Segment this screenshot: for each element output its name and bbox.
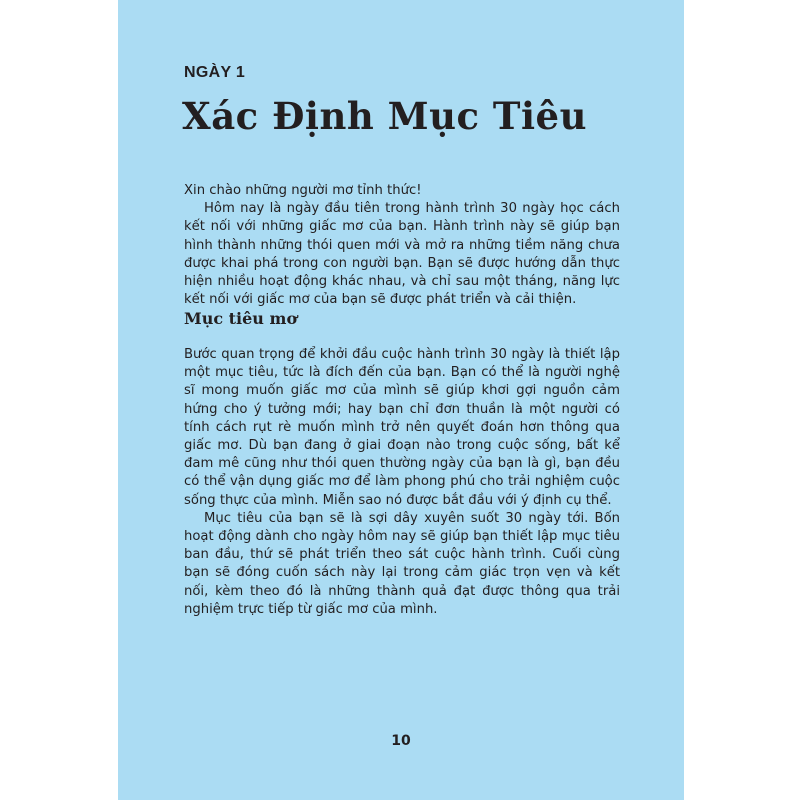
- intro-block: [184, 182, 620, 309]
- section-paragraph-1: Bước quan trọng để khởi đầu cuộc hành trình 30 ngày là thiết lập một mục tiêu, tức là đích đến của bạn. Bạn có thể là người nghệ sĩ mong muốn giấc mơ của mình sẽ giúp khơi gợi nguồn cảm hứng cho ý tưởng mới; hay bạn chỉ đơn thuần là một người có tính cách rụt rè muốn mình trở nên quyết đoán hơn thông qua giấc mơ. Dù bạn đang ở giai đoạn nào trong cuộc sống, bất kể đam mê cũng như thói quen thường ngày của bạn là gì, bạn đều có thể vận dụng giấc mơ để làm phong phú cho trải nghiệm cuộc sống thực của mình. Miễn sao nó được bắt đầu với ý định cụ thể.: [184, 347, 620, 508]
- section-paragraph-2: Mục tiêu của bạn sẽ là sợi dây xuyên suốt 30 ngày tới. Bốn hoạt động dành cho ngày hôm nay sẽ giúp bạn thiết lập mục tiêu ban đầu, thứ sẽ phát triển theo sát cuộc hành trình. Cuối cùng bạn sẽ đóng cuốn sách này lại trong cảm giác trọn vẹn và kết nối, kèm theo đó là những thành quả đạt được thông qua trải nghiệm trực tiếp từ giấc mơ của mình.: [184, 510, 620, 617]
- day-label: NGÀY 1: [184, 64, 246, 81]
- book-page: [118, 0, 684, 800]
- intro-paragraph: Hôm nay là ngày đầu tiên trong hành trình 30 ngày học cách kết nối với những giấc mơ của bạn. Hành trình này sẽ giúp bạn hình thành những thói quen mới và mở ra những tiềm năng chưa được khai phá trong con người bạn. Bạn sẽ được hướng dẫn thực hiện nhiều hoạt động khác nhau, và chỉ sau một tháng, năng lực kết nối với giấc mơ của bạn sẽ được phát triển và cải thiện.: [184, 201, 620, 308]
- section-body: [184, 346, 620, 619]
- page-number: 10: [391, 733, 411, 749]
- section-heading: Mục tiêu mơ: [184, 309, 298, 328]
- page-title: Xác Định Mục Tiêu: [182, 94, 587, 138]
- intro-greeting: Xin chào những người mơ tỉnh thức!: [184, 183, 422, 198]
